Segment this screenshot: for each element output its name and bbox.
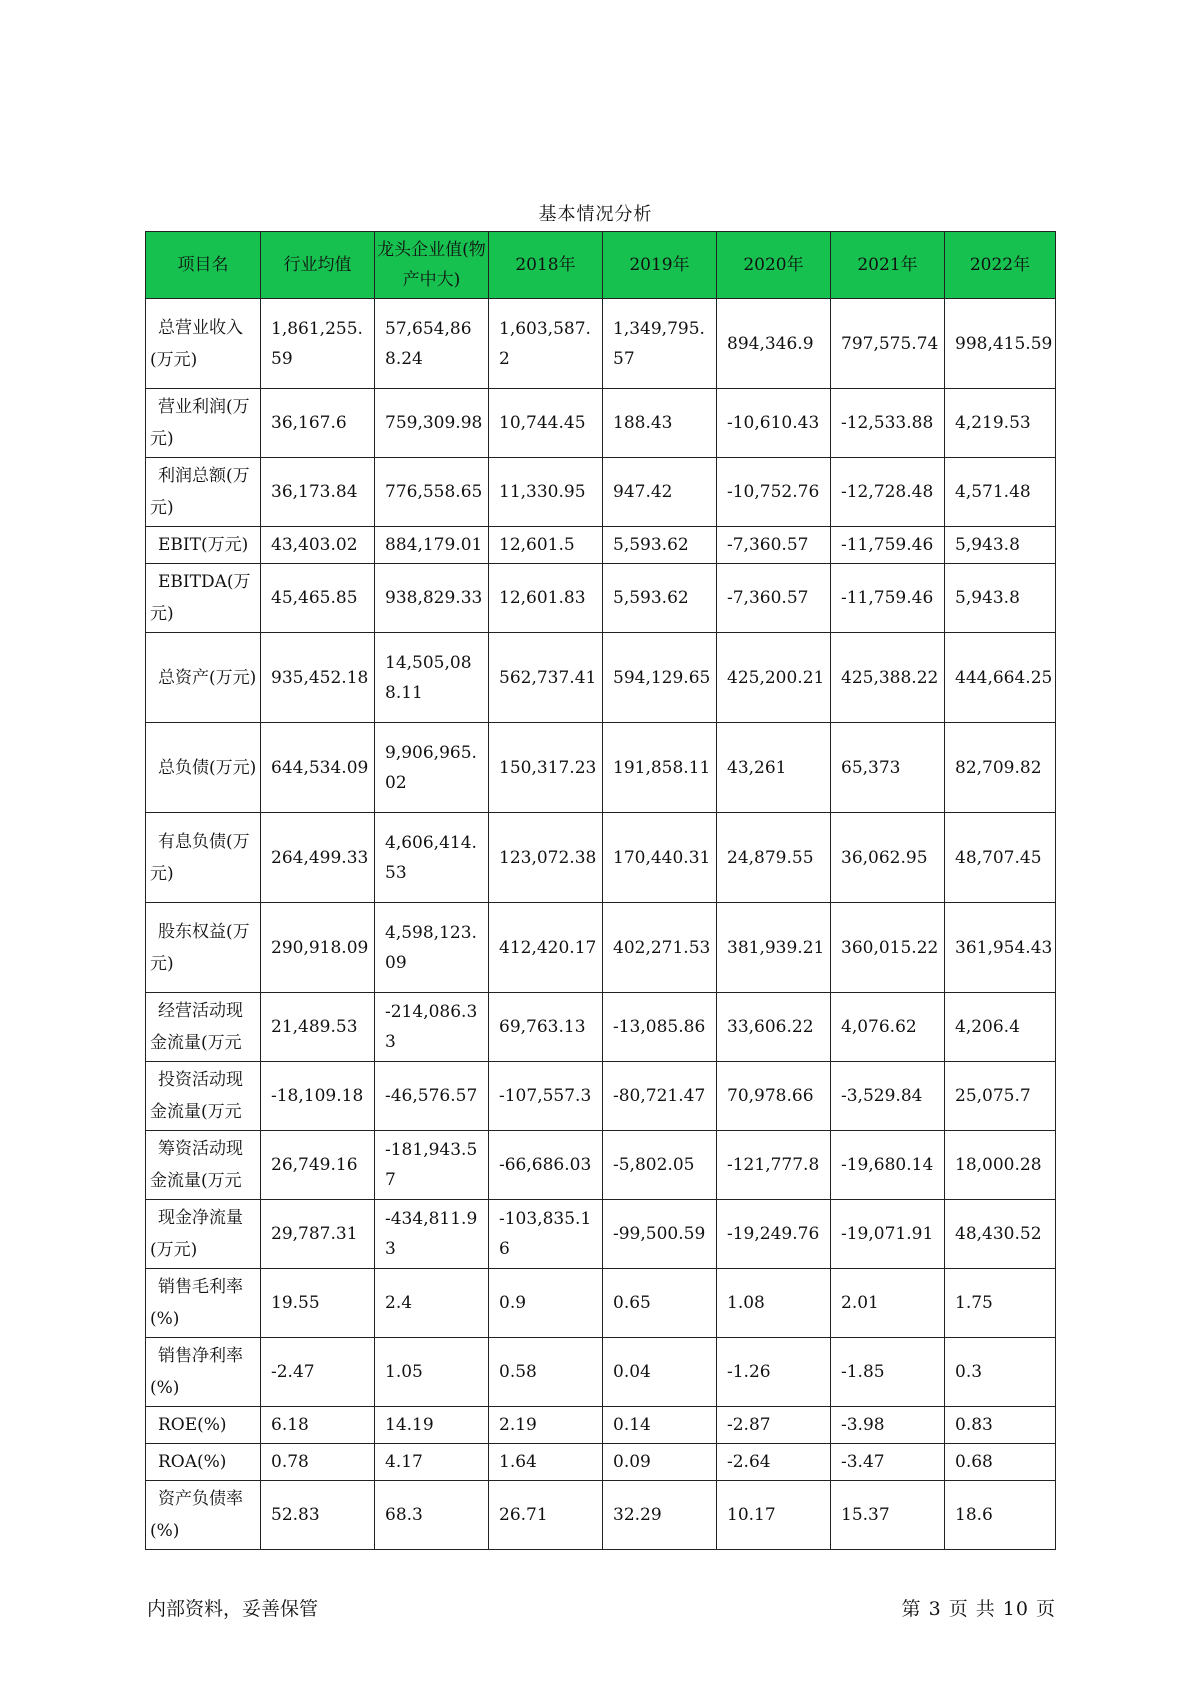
table-cell: 48,707.45	[945, 813, 1056, 903]
table-cell: 5,593.62	[603, 564, 717, 633]
table-cell: 5,593.62	[603, 527, 717, 564]
table-cell: 65,373	[831, 723, 945, 813]
table-cell: -5,802.05	[603, 1131, 717, 1200]
table-cell: 1,349,795.57	[603, 299, 717, 389]
row-label: 投资活动现金流量(万元	[146, 1062, 261, 1131]
table-row	[146, 633, 1056, 723]
table-cell: -80,721.47	[603, 1062, 717, 1131]
table-cell: -18,109.18	[261, 1062, 375, 1131]
table-cell: 947.42	[603, 458, 717, 527]
table-cell: -1.85	[831, 1338, 945, 1407]
table-cell: 170,440.31	[603, 813, 717, 903]
table-cell: 12,601.83	[489, 564, 603, 633]
table-cell: 36,062.95	[831, 813, 945, 903]
table-cell: 425,200.21	[717, 633, 831, 723]
table-cell: 25,075.7	[945, 1062, 1056, 1131]
table-cell: 2.19	[489, 1407, 603, 1444]
table-cell: 1.64	[489, 1444, 603, 1481]
row-label: EBITDA(万元)	[146, 564, 261, 633]
row-label: 总营业收入(万元)	[146, 299, 261, 389]
column-header: 2020年	[717, 232, 831, 299]
analysis-table	[145, 231, 1056, 1550]
table-cell: 412,420.17	[489, 903, 603, 993]
table-cell: 26,749.16	[261, 1131, 375, 1200]
table-cell: 759,309.98	[375, 389, 489, 458]
table-cell: 69,763.13	[489, 993, 603, 1062]
column-header: 项目名	[146, 232, 261, 299]
row-label: ROA(%)	[146, 1444, 261, 1481]
table-cell: 4,206.4	[945, 993, 1056, 1062]
table-cell: 21,489.53	[261, 993, 375, 1062]
table-cell: 360,015.22	[831, 903, 945, 993]
table-cell: -19,071.91	[831, 1200, 945, 1269]
table-cell: 5,943.8	[945, 564, 1056, 633]
table-cell: -2.87	[717, 1407, 831, 1444]
table-cell: -10,752.76	[717, 458, 831, 527]
table-row	[146, 723, 1056, 813]
table-cell: -7,360.57	[717, 527, 831, 564]
table-cell: 14,505,088.11	[375, 633, 489, 723]
table-cell: 43,261	[717, 723, 831, 813]
table-cell: 68.3	[375, 1481, 489, 1550]
table-cell: -12,533.88	[831, 389, 945, 458]
table-cell: 14.19	[375, 1407, 489, 1444]
table-cell: -434,811.93	[375, 1200, 489, 1269]
table-row	[146, 813, 1056, 903]
table-cell: 0.9	[489, 1269, 603, 1338]
table-row	[146, 1338, 1056, 1407]
table-cell: -103,835.16	[489, 1200, 603, 1269]
table-cell: 52.83	[261, 1481, 375, 1550]
table-cell: 32.29	[603, 1481, 717, 1550]
column-header: 2019年	[603, 232, 717, 299]
table-cell: 191,858.11	[603, 723, 717, 813]
table-cell: -7,360.57	[717, 564, 831, 633]
table-cell: -3,529.84	[831, 1062, 945, 1131]
table-cell: 19.55	[261, 1269, 375, 1338]
footer-page-number: 第 3 页 共 10 页	[901, 1598, 1056, 1620]
row-label: 筹资活动现金流量(万元	[146, 1131, 261, 1200]
table-header-row	[146, 232, 1056, 299]
column-header: 龙头企业值(物产中大)	[375, 232, 489, 299]
table-cell: 425,388.22	[831, 633, 945, 723]
footer-confidential-note: 内部资料，妥善保管	[147, 1598, 319, 1620]
table-cell: 70,978.66	[717, 1062, 831, 1131]
row-label: 现金净流量(万元)	[146, 1200, 261, 1269]
table-row	[146, 1407, 1056, 1444]
table-cell: 4,076.62	[831, 993, 945, 1062]
table-cell: 4.17	[375, 1444, 489, 1481]
table-cell: 381,939.21	[717, 903, 831, 993]
table-cell: 998,415.59	[945, 299, 1056, 389]
table-row	[146, 1481, 1056, 1550]
table-row	[146, 389, 1056, 458]
row-label: 总资产(万元)	[146, 633, 261, 723]
table-row	[146, 1444, 1056, 1481]
table-cell: 2.01	[831, 1269, 945, 1338]
table-cell: 0.83	[945, 1407, 1056, 1444]
column-header: 2022年	[945, 232, 1056, 299]
table-cell: 0.14	[603, 1407, 717, 1444]
table-cell: 6.18	[261, 1407, 375, 1444]
table-cell: -13,085.86	[603, 993, 717, 1062]
table-cell: -3.98	[831, 1407, 945, 1444]
table-cell: 15.37	[831, 1481, 945, 1550]
table-row	[146, 458, 1056, 527]
table-cell: -19,680.14	[831, 1131, 945, 1200]
table-cell: 48,430.52	[945, 1200, 1056, 1269]
table-cell: -11,759.46	[831, 564, 945, 633]
table-cell: 45,465.85	[261, 564, 375, 633]
table-row	[146, 1131, 1056, 1200]
table-cell: 0.09	[603, 1444, 717, 1481]
table-cell: -1.26	[717, 1338, 831, 1407]
table-cell: 1.05	[375, 1338, 489, 1407]
table-cell: 402,271.53	[603, 903, 717, 993]
table-cell: 9,906,965.02	[375, 723, 489, 813]
table-cell: 33,606.22	[717, 993, 831, 1062]
table-cell: 4,219.53	[945, 389, 1056, 458]
table-cell: 935,452.18	[261, 633, 375, 723]
table-cell: 562,737.41	[489, 633, 603, 723]
table-cell: 444,664.25	[945, 633, 1056, 723]
table-row	[146, 299, 1056, 389]
table-cell: 43,403.02	[261, 527, 375, 564]
table-cell: -46,576.57	[375, 1062, 489, 1131]
table-cell: 10.17	[717, 1481, 831, 1550]
table-cell: -2.47	[261, 1338, 375, 1407]
table-cell: 594,129.65	[603, 633, 717, 723]
row-label: 营业利润(万元)	[146, 389, 261, 458]
table-cell: -19,249.76	[717, 1200, 831, 1269]
table-cell: 361,954.43	[945, 903, 1056, 993]
table-cell: -11,759.46	[831, 527, 945, 564]
table-cell: 894,346.9	[717, 299, 831, 389]
row-label: 有息负债(万元)	[146, 813, 261, 903]
table-cell: 884,179.01	[375, 527, 489, 564]
table-cell: 938,829.33	[375, 564, 489, 633]
table-row	[146, 1200, 1056, 1269]
table-cell: -107,557.3	[489, 1062, 603, 1131]
table-title: 基本情况分析	[538, 204, 653, 225]
table-cell: 2.4	[375, 1269, 489, 1338]
table-cell: 0.78	[261, 1444, 375, 1481]
row-label: EBIT(万元)	[146, 527, 261, 564]
table-cell: 123,072.38	[489, 813, 603, 903]
row-label: ROE(%)	[146, 1407, 261, 1444]
table-cell: 0.68	[945, 1444, 1056, 1481]
table-cell: 290,918.09	[261, 903, 375, 993]
table-cell: 36,167.6	[261, 389, 375, 458]
table-cell: 12,601.5	[489, 527, 603, 564]
table-row	[146, 564, 1056, 633]
table-cell: 4,598,123.09	[375, 903, 489, 993]
table-cell: 57,654,868.24	[375, 299, 489, 389]
row-label: 经营活动现金流量(万元	[146, 993, 261, 1062]
table-cell: 1.75	[945, 1269, 1056, 1338]
table-cell: -66,686.03	[489, 1131, 603, 1200]
table-cell: 264,499.33	[261, 813, 375, 903]
table-cell: 24,879.55	[717, 813, 831, 903]
table-cell: 11,330.95	[489, 458, 603, 527]
table-cell: 5,943.8	[945, 527, 1056, 564]
row-label: 资产负债率(%)	[146, 1481, 261, 1550]
column-header: 2021年	[831, 232, 945, 299]
table-cell: -2.64	[717, 1444, 831, 1481]
table-cell: 10,744.45	[489, 389, 603, 458]
row-label: 销售毛利率(%)	[146, 1269, 261, 1338]
table-cell: 0.3	[945, 1338, 1056, 1407]
column-header: 行业均值	[261, 232, 375, 299]
table-row	[146, 527, 1056, 564]
table-cell: 29,787.31	[261, 1200, 375, 1269]
table-cell: 4,606,414.53	[375, 813, 489, 903]
table-cell: -121,777.8	[717, 1131, 831, 1200]
table-cell: 1,603,587.2	[489, 299, 603, 389]
row-label: 总负债(万元)	[146, 723, 261, 813]
table-cell: 150,317.23	[489, 723, 603, 813]
table-cell: 36,173.84	[261, 458, 375, 527]
table-cell: 1,861,255.59	[261, 299, 375, 389]
column-header: 2018年	[489, 232, 603, 299]
table-cell: -181,943.57	[375, 1131, 489, 1200]
table-cell: -99,500.59	[603, 1200, 717, 1269]
row-label: 利润总额(万元)	[146, 458, 261, 527]
table-row	[146, 903, 1056, 993]
table-row	[146, 1269, 1056, 1338]
table-cell: -12,728.48	[831, 458, 945, 527]
table-cell: 26.71	[489, 1481, 603, 1550]
table-cell: 644,534.09	[261, 723, 375, 813]
table-cell: 0.65	[603, 1269, 717, 1338]
row-label: 销售净利率(%)	[146, 1338, 261, 1407]
table-cell: -214,086.33	[375, 993, 489, 1062]
table-cell: 4,571.48	[945, 458, 1056, 527]
table-cell: 776,558.65	[375, 458, 489, 527]
table-cell: 0.04	[603, 1338, 717, 1407]
table-cell: 1.08	[717, 1269, 831, 1338]
table-cell: 18.6	[945, 1481, 1056, 1550]
table-cell: -3.47	[831, 1444, 945, 1481]
table-row	[146, 1062, 1056, 1131]
table-cell: -10,610.43	[717, 389, 831, 458]
table-cell: 82,709.82	[945, 723, 1056, 813]
table-cell: 0.58	[489, 1338, 603, 1407]
table-cell: 18,000.28	[945, 1131, 1056, 1200]
table-row	[146, 993, 1056, 1062]
table-cell: 188.43	[603, 389, 717, 458]
table-cell: 797,575.74	[831, 299, 945, 389]
row-label: 股东权益(万元)	[146, 903, 261, 993]
